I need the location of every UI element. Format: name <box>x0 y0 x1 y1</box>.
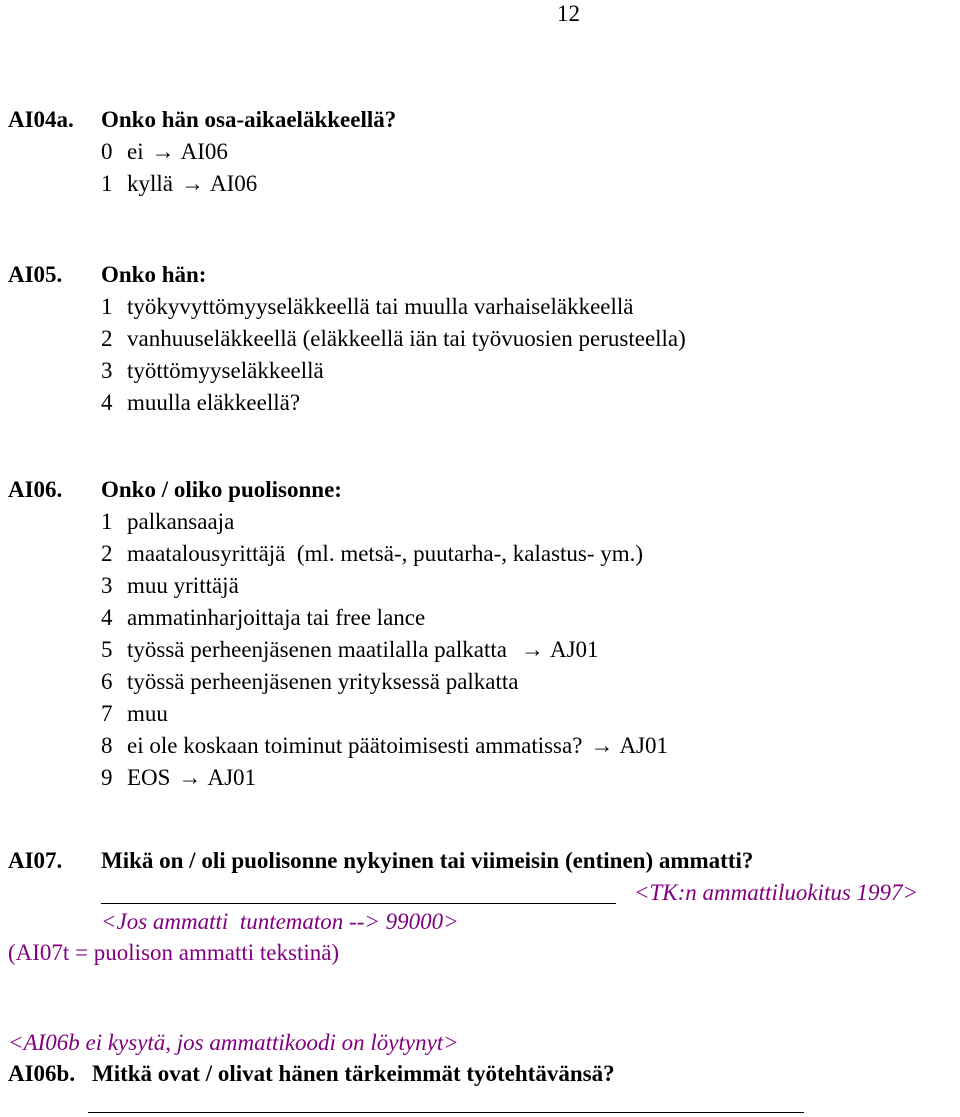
arrow-right-icon: → <box>590 733 614 758</box>
option-text: EOS <box>127 765 171 790</box>
option-number: 2 <box>101 326 113 351</box>
goto-label: AJ01 <box>207 765 257 790</box>
option-text: muu <box>127 701 168 726</box>
arrow-right-icon: → <box>178 765 202 790</box>
arrow-right-icon: → <box>520 637 544 662</box>
option-text: ei ole koskaan toiminut päätoimisesti ammatissa? <box>127 733 583 758</box>
question-ai05: Onko hän: <box>101 262 207 287</box>
goto-label: AI06 <box>210 171 258 196</box>
question-ai06: Onko / oliko puolisonne: <box>101 477 342 502</box>
question-code-ai04a: AI04a. <box>8 107 74 132</box>
option-text: työssä perheenjäsenen yrityksessä palkatta <box>127 669 519 694</box>
option-number: 1 <box>101 509 113 534</box>
option-number: 1 <box>101 171 113 196</box>
option-ai06-7 <box>101 702 168 725</box>
option-ai06-9 <box>101 766 256 789</box>
option-ai06-3 <box>101 574 239 597</box>
option-ai06-8 <box>101 734 668 757</box>
option-ai05-1 <box>101 295 633 318</box>
option-text: muu yrittäjä <box>127 573 239 598</box>
option-ai04a-1 <box>101 172 257 195</box>
page-number: 12 <box>557 1 580 26</box>
option-text: työttömyyseläkkeellä <box>127 358 324 383</box>
option-text: ei <box>127 139 144 164</box>
question-code-ai07: AI07. <box>8 848 63 873</box>
option-number: 0 <box>101 139 113 164</box>
option-number: 4 <box>101 605 113 630</box>
option-ai06-5 <box>101 638 599 661</box>
option-ai06-2 <box>101 542 643 565</box>
option-ai06-1 <box>101 510 234 533</box>
option-number: 8 <box>101 733 113 758</box>
question-ai04a: Onko hän osa-aikaeläkkeellä? <box>101 107 397 132</box>
option-number: 2 <box>101 541 113 566</box>
option-text: muulla eläkkeellä? <box>127 390 301 415</box>
option-text: työkyvyttömyyseläkkeellä tai muulla varhaiseläkkeellä <box>127 294 634 319</box>
question-ai07: Mikä on / oli puolisonne nykyinen tai viimeisin (entinen) ammatti? <box>101 848 754 873</box>
option-ai05-2 <box>101 327 686 350</box>
answer-line-ai06b <box>88 1112 804 1113</box>
option-number: 6 <box>101 669 113 694</box>
option-ai06-4 <box>101 606 425 629</box>
option-number: 3 <box>101 358 113 383</box>
option-text: kyllä <box>127 171 173 196</box>
occupation-text-note: (AI07t = puolison ammatti tekstinä) <box>8 940 340 965</box>
question-code-ai06: AI06. <box>8 477 63 502</box>
option-ai04a-0 <box>101 140 228 163</box>
unknown-occupation-note: <Jos ammatti tuntematon --> 99000> <box>101 909 459 934</box>
arrow-right-icon: → <box>151 139 175 164</box>
option-text: maatalousyrittäjä (ml. metsä-, puutarha-, kalastus- ym.) <box>127 541 644 566</box>
goto-label: AI06 <box>180 139 228 164</box>
question-code-ai06b: AI06b. <box>8 1061 76 1086</box>
option-number: 3 <box>101 573 113 598</box>
option-text: vanhuuseläkkeellä (eläkkeellä iän tai työvuosien perusteella) <box>127 326 686 351</box>
option-text: palkansaaja <box>127 509 235 534</box>
option-ai06-6 <box>101 670 519 693</box>
option-ai05-4 <box>101 391 300 414</box>
option-text: ammatinharjoittaja tai free lance <box>127 605 426 630</box>
question-ai06b: Mitkä ovat / olivat hänen tärkeimmät työtehtävänsä? <box>92 1061 615 1086</box>
option-number: 9 <box>101 765 113 790</box>
answer-line-ai07 <box>101 903 616 904</box>
option-number: 4 <box>101 390 113 415</box>
option-text: työssä perheenjäsenen maatilalla palkatta <box>127 637 507 662</box>
goto-label: AJ01 <box>549 637 599 662</box>
arrow-right-icon: → <box>181 171 204 196</box>
option-number: 5 <box>101 637 113 662</box>
tk-classification-note: <TK:n ammattiluokitus 1997> <box>634 880 919 905</box>
option-number: 7 <box>101 701 113 726</box>
ai06b-condition-note: <AI06b ei kysytä, jos ammattikoodi on löytynyt> <box>8 1030 459 1055</box>
option-number: 1 <box>101 294 113 319</box>
question-code-ai05: AI05. <box>8 262 63 287</box>
goto-label: AJ01 <box>619 733 668 758</box>
option-ai05-3 <box>101 359 324 382</box>
